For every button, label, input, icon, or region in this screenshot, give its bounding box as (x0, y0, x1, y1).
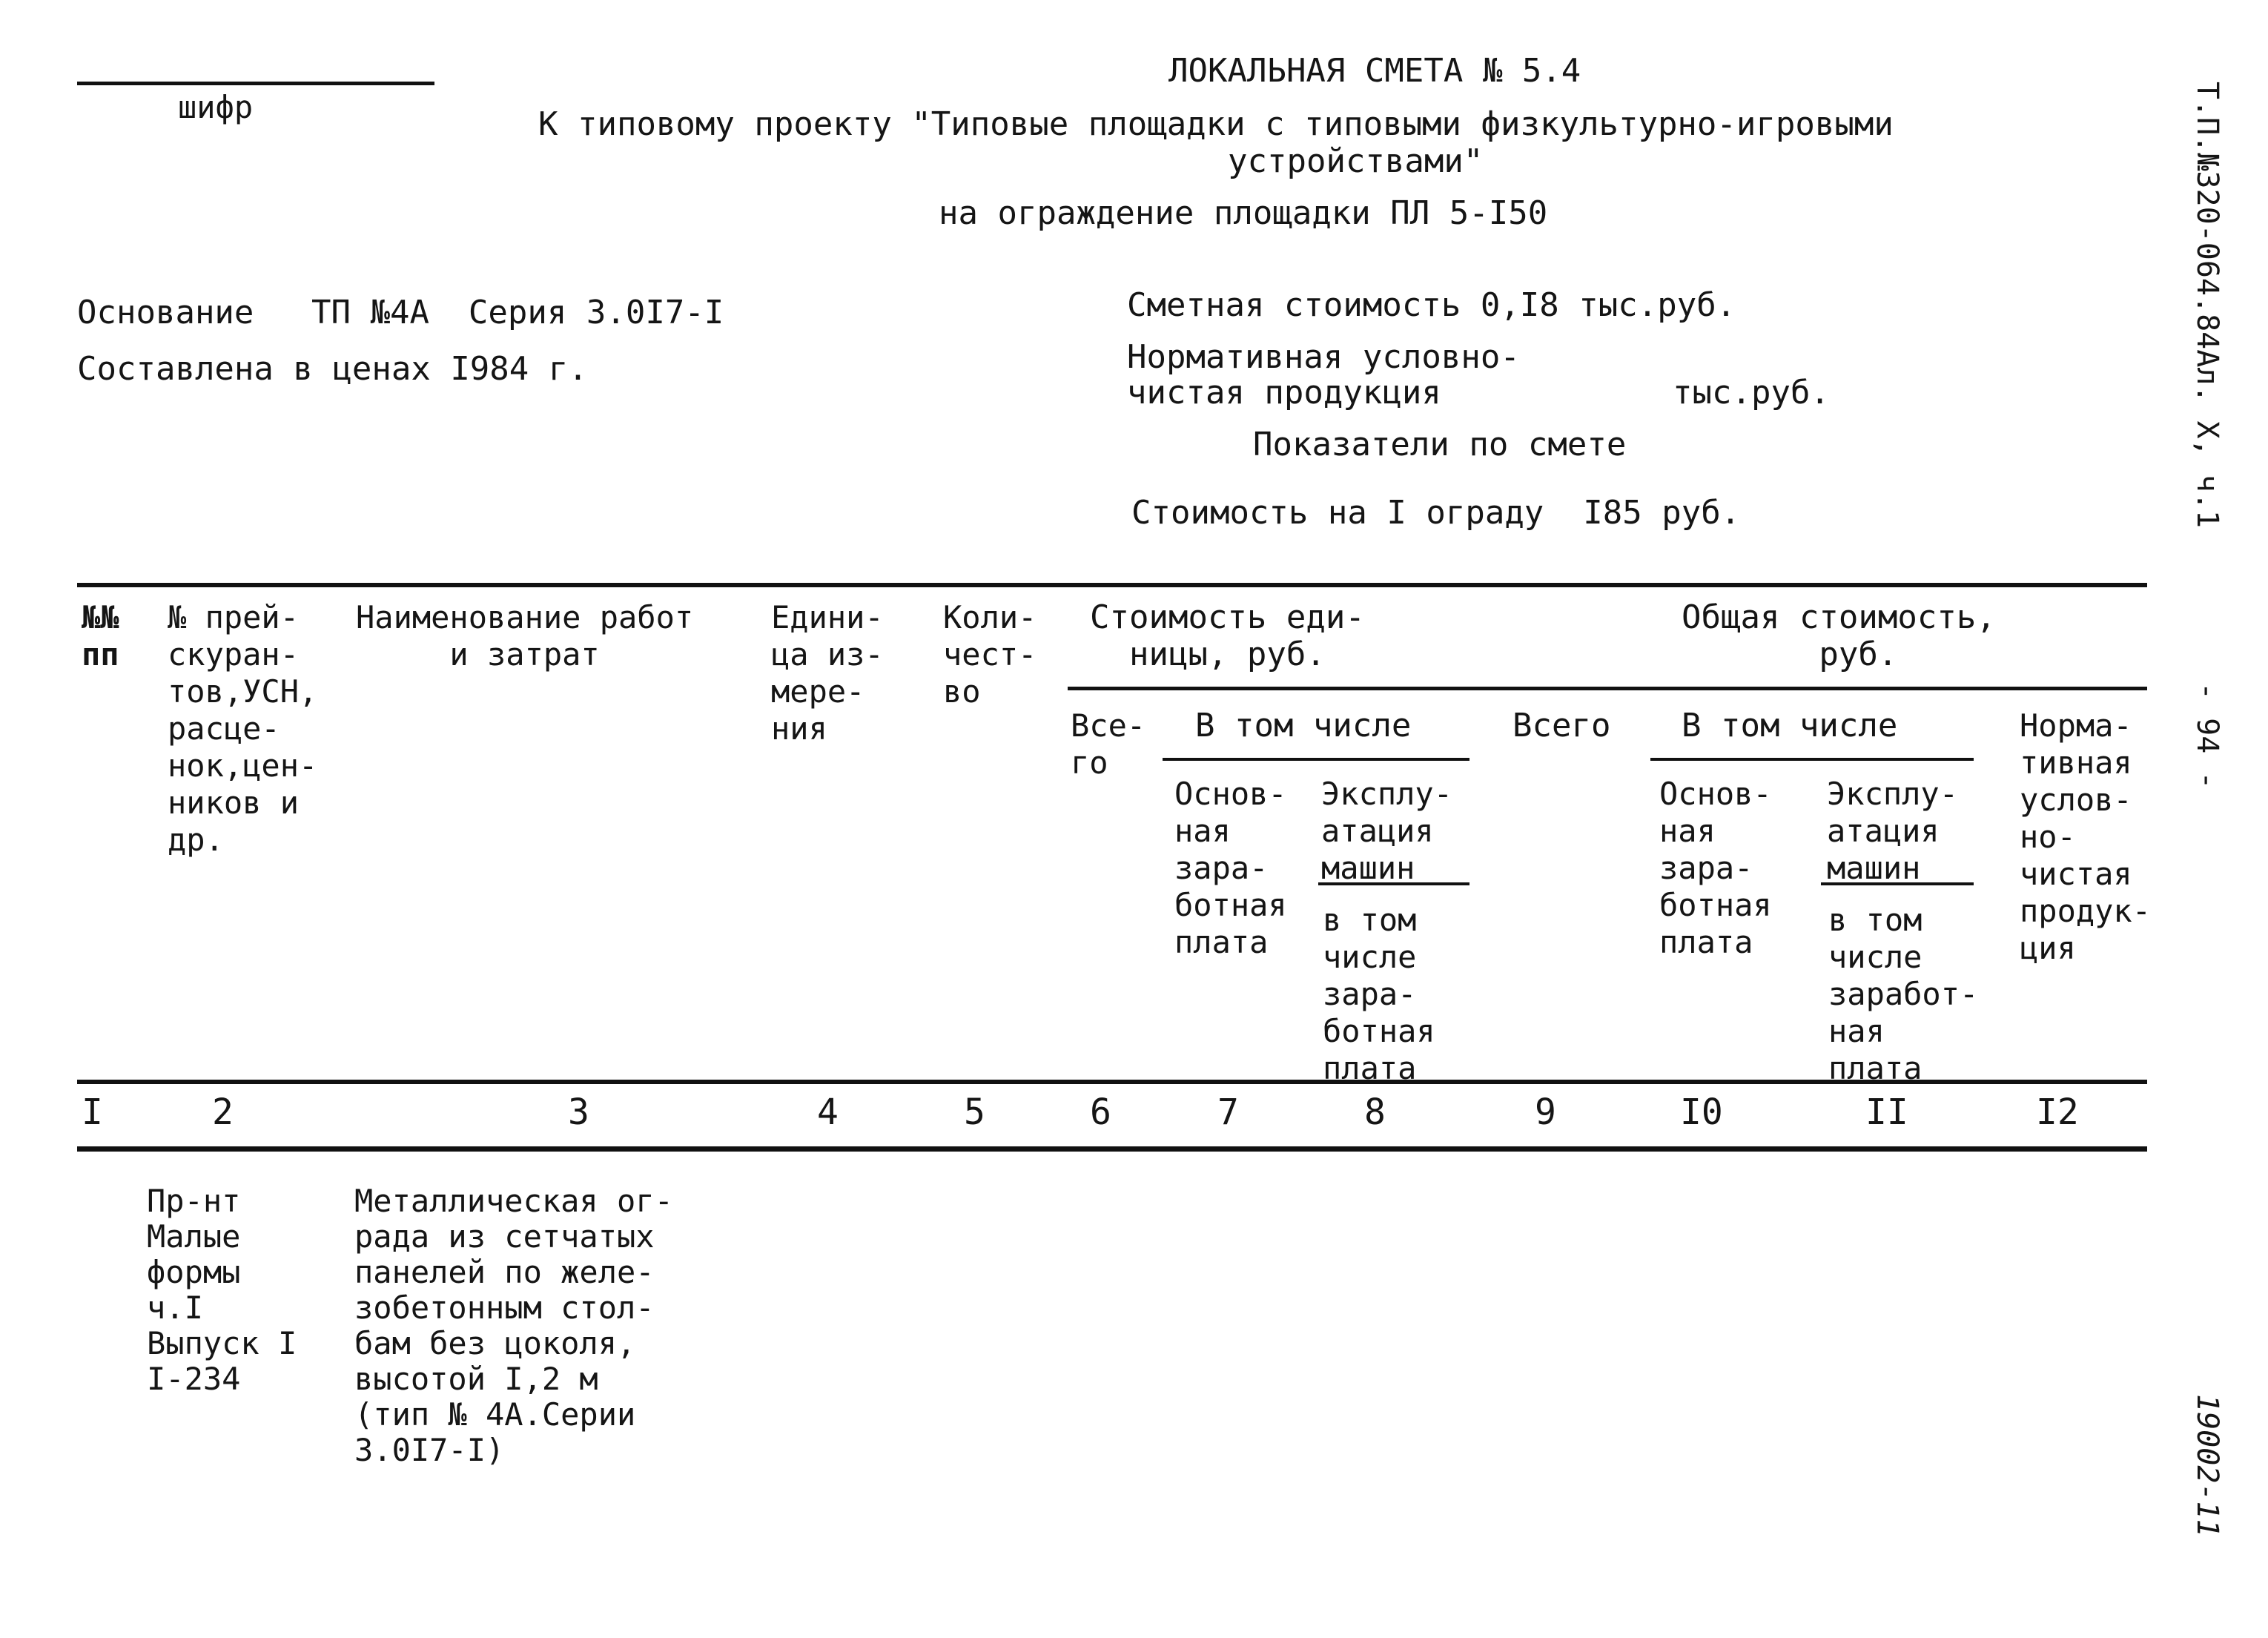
header-pricelist: № прей- скуран- тов,УСН, расце- нок,цен- ников и др. (168, 599, 318, 858)
header-total-cost-group: Общая стоимость, руб. (1682, 598, 1996, 673)
cipher-label: шифр (178, 89, 254, 125)
column-number: 3 (568, 1092, 589, 1133)
column-number: 9 (1535, 1092, 1556, 1133)
margin-inventory-number: 19002-11 (2190, 1394, 2224, 1537)
header-unit: Едини- ца из- мере- ния (771, 599, 884, 747)
header-row-number: №№ пп (82, 599, 119, 673)
project-line-1: К типовому проекту "Типовые площадки с типовыми физкультурно-игровыми (538, 105, 1894, 143)
normative-unit: тыс.руб. (1673, 374, 1830, 412)
project-line-2: устройствами" (1228, 142, 1484, 180)
column-number: 8 (1364, 1092, 1386, 1133)
object-line: на ограждение площадки ПЛ 5-I50 (939, 194, 1548, 232)
column-number: 5 (964, 1092, 985, 1133)
indicators-heading: Показатели по смете (1253, 426, 1627, 463)
header-unit-machines-wages: в том числе зара- ботная плата (1323, 902, 1435, 1086)
header-unit-total: Все- го (1071, 707, 1146, 781)
numbers-bottom-rule (77, 1146, 2147, 1152)
including-rule-1 (1163, 758, 1469, 761)
column-number: 7 (1217, 1092, 1239, 1133)
header-unit-cost-group: Стоимость еди- ницы, руб. (1090, 598, 1365, 673)
column-number: 4 (817, 1092, 839, 1133)
header-unit-wages: Основ- ная зара- ботная плата (1174, 776, 1287, 960)
header-total-machines: Эксплу- атация машин (1827, 776, 1959, 886)
group-rule (1068, 687, 2147, 690)
column-number: I2 (2036, 1092, 2079, 1133)
header-including-1: В том числе (1195, 707, 1412, 744)
header-overall-total: Всего (1512, 707, 1611, 744)
estimated-cost: Сметная стоимость 0,I8 тыс.руб. (1127, 286, 1736, 324)
column-number: I (82, 1092, 103, 1133)
column-number: 6 (1090, 1092, 1111, 1133)
table-top-rule (77, 583, 2147, 587)
cost-per-fence: Стоимость на I ограду I85 руб. (1131, 494, 1741, 532)
basis-value: ТП №4А Серия 3.0I7-I (311, 294, 724, 331)
header-work-name: Наименование работ и затрат (356, 599, 694, 673)
header-including-2: В том числе (1682, 707, 1898, 744)
header-unit-machines: Эксплу- атация машин (1321, 776, 1453, 886)
header-normative-product: Норма- тивная услов- но- чистая продук- ция (2020, 707, 2152, 966)
column-number: I0 (1680, 1092, 1723, 1133)
header-total-wages: Основ- ная зара- ботная плата (1659, 776, 1772, 960)
table-row-pricelist: Пр-нт Малые формы ч.I Выпуск I I-234 (147, 1183, 297, 1397)
margin-page-number: - 94 - (2190, 682, 2224, 790)
column-number: 2 (212, 1092, 234, 1133)
prices-year: Составлена в ценах I984 г. (77, 350, 588, 388)
cipher-underline (77, 82, 434, 85)
table-row-work-name: Металлическая ог- рада из сетчатых панелей по желе- зобетонным стол- бам без цоколя, высотой I,2 м (тип № 4А.Серии 3.0I7-I) (354, 1183, 673, 1468)
header-quantity: Коли- чест- во (943, 599, 1037, 710)
basis-label: Основание (77, 294, 254, 331)
including-rule-2 (1650, 758, 1974, 761)
margin-doc-ref: Т.П.№320-064.84Ал. X, ч.1 (2190, 82, 2224, 529)
normative-label-1: Нормативная условно- (1127, 338, 1520, 376)
document-title: ЛОКАЛЬНАЯ СМЕТА № 5.4 (1168, 52, 1581, 90)
normative-label-2: чистая продукция (1127, 374, 1441, 412)
header-total-machines-wages: в том числе заработ- ная плата (1828, 902, 1979, 1086)
column-number: II (1865, 1092, 1908, 1133)
